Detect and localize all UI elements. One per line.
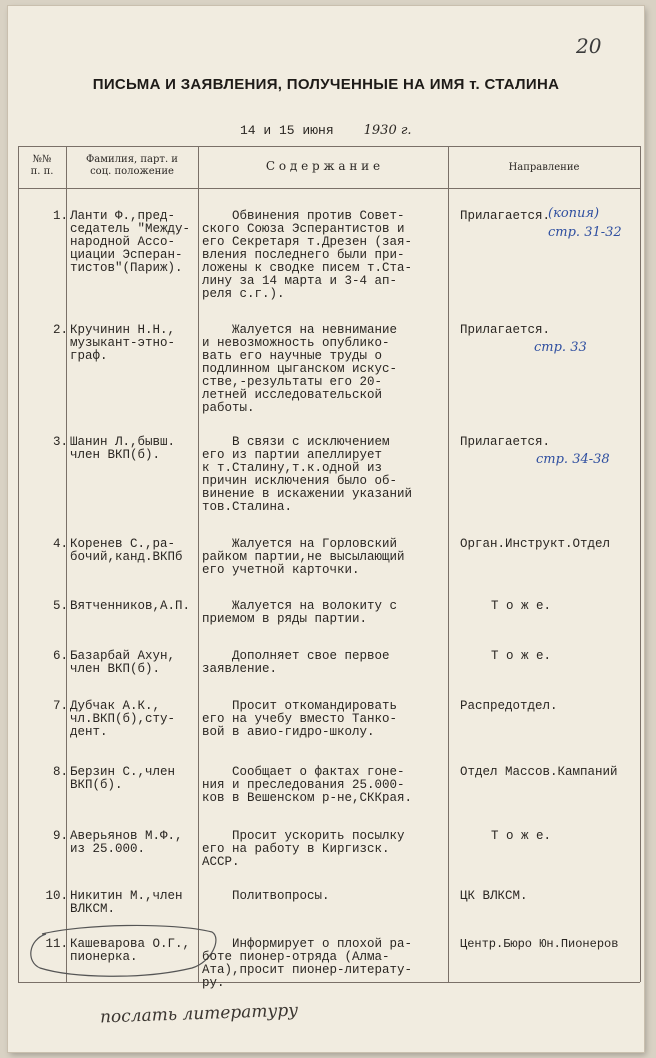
page-title: ПИСЬМА И ЗАЯВЛЕНИЯ, ПОЛУЧЕННЫЕ НА ИМЯ т. СТАЛИНА xyxy=(92,76,560,93)
row-content: Жалуется на волокиту с приемом в ряды партии. xyxy=(202,599,398,626)
column-divider xyxy=(640,146,641,982)
row-name: Никитин М.,член ВЛКСМ. xyxy=(70,889,183,916)
row-name: Вятченников,А.П. xyxy=(70,599,191,613)
row-number: 4. xyxy=(52,537,68,551)
row-content: Информирует о плохой ра- боте пионер-отряда (Алма- Ата),просит пионер-литерату- ру. xyxy=(202,937,413,990)
handwritten-annotation: стр. 33 xyxy=(534,340,587,355)
column-divider xyxy=(448,146,449,982)
row-number: 2. xyxy=(52,323,68,337)
row-name: Дубчак А.К., чл.ВКП(б),сту- дент. xyxy=(70,699,176,739)
row-number: 6. xyxy=(52,649,68,663)
row-direction: Отдел Массов.Кампаний xyxy=(460,765,618,779)
row-name: Аверьянов М.Ф., из 25.000. xyxy=(70,829,183,856)
row-direction: Прилагается. xyxy=(460,323,551,337)
row-direction: Прилагается. xyxy=(460,435,551,449)
column-divider xyxy=(198,146,199,982)
row-name: Ланти Ф.,пред- седатель "Между- народной Ассо- циации Эсперан- тистов"(Париж). xyxy=(70,209,191,275)
row-name: Кручинин Н.Н., музыкант-этно- граф. xyxy=(70,323,176,363)
row-content: Обвинения против Совет- ского Союза Эсперантистов и его Секретаря т.Дрезен (зая- вления последнего были при- ложены к сводке писем т.Ста- лину за 14 марта и 3-4 ап- реля с.г.). xyxy=(202,209,413,301)
date-text: 14 и 15 июня xyxy=(240,123,334,138)
header-direction: Направление xyxy=(508,162,580,173)
row-direction: ЦК ВЛКСМ. xyxy=(460,889,528,903)
row-content: Просит откомандировать его на учебу вместо Танко- вой в авио-гидро-школу. xyxy=(202,699,398,739)
handwritten-annotation: (копия) стр. 31-32 xyxy=(548,206,622,240)
row-number: 3. xyxy=(52,435,68,449)
handwritten-note: послать литературу xyxy=(99,1000,299,1028)
row-number: 9. xyxy=(52,829,68,843)
header-name: Фамилия, парт. и соц. положение xyxy=(86,154,178,177)
handwritten-annotation: стр. 34-38 xyxy=(536,452,610,467)
header-content: С о д е р ж а н и е xyxy=(265,159,381,173)
row-name: Базарбай Ахун, член ВКП(б). xyxy=(70,649,176,676)
row-number: 5. xyxy=(52,599,68,613)
row-number: 1. xyxy=(52,209,68,223)
date-year: 1930 г. xyxy=(363,123,412,138)
row-content: Дополняет свое первое заявление. xyxy=(202,649,390,676)
document-page xyxy=(8,6,644,1052)
row-content: В связи с исключением его из партии апеллирует к т.Сталину,т.к.одной из причин исключения было об- винение в искажении указаний тов.Сталина. xyxy=(202,435,413,514)
table-top-border xyxy=(18,146,640,147)
header-num: №№ п. п. xyxy=(30,154,54,177)
row-content: Жалуется на невнимание и невозможность опублико- вать его научные труды о подлинном цыганском искус- стве,-результаты его 20- летней исследовательской работы. xyxy=(202,323,398,415)
row-name: Коренев С.,ра- бочий,канд.ВКПб xyxy=(70,537,183,564)
row-content: Сообщает о фактах гоне- ния и преследования 25.000- ков в Вешенском р-не,СККрая. xyxy=(202,765,413,805)
row-name: Кашеварова О.Г., пионерка. xyxy=(70,937,191,964)
column-divider xyxy=(66,146,67,982)
row-direction: Т о ж е. xyxy=(476,649,552,663)
row-direction: Т о ж е. xyxy=(476,829,552,843)
row-content: Просит ускорить посылку его на работу в Киргизск. АССР. xyxy=(202,829,405,869)
date-line xyxy=(240,123,412,138)
row-number: 10. xyxy=(45,889,68,903)
column-divider xyxy=(18,146,19,982)
row-direction: Прилагается. xyxy=(460,209,551,223)
row-direction: Распредотдел. xyxy=(460,699,558,713)
row-direction: Центр.Бюро Юн.Пионеров xyxy=(460,937,619,951)
row-number: 7. xyxy=(52,699,68,713)
row-direction: Орган.Инструкт.Отдел xyxy=(460,537,611,551)
row-number: 8. xyxy=(52,765,68,779)
page-number: 20 xyxy=(576,34,602,58)
row-number: 11. xyxy=(45,937,68,951)
row-content: Политвопросы. xyxy=(202,889,330,903)
row-name: Берзин С.,член ВКП(б). xyxy=(70,765,176,792)
row-name: Шанин Л.,бывш. член ВКП(б). xyxy=(70,435,176,462)
row-direction: Т о ж е. xyxy=(476,599,552,613)
table-header-divider xyxy=(18,188,640,189)
row-content: Жалуется на Горловский райком партии,не высылающий его учетной карточки. xyxy=(202,537,405,577)
